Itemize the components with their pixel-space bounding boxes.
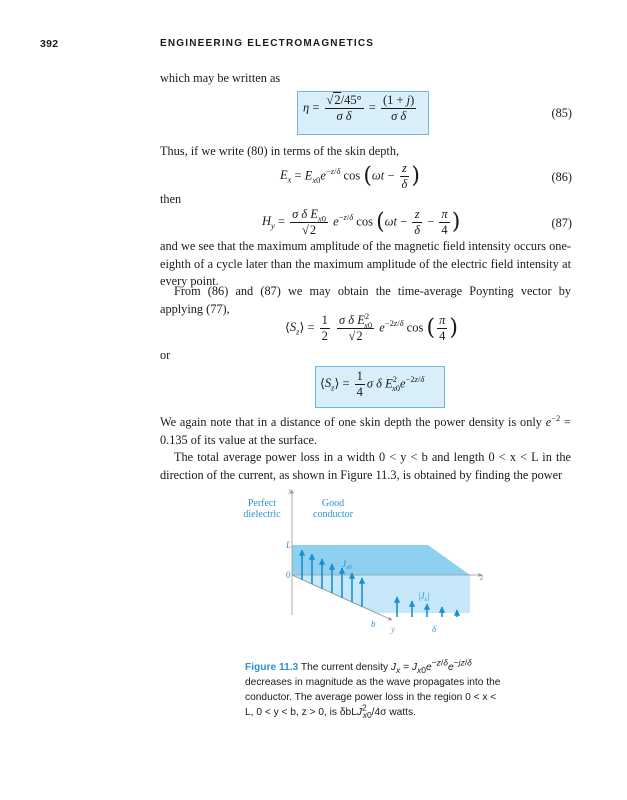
equation-poynting-1: $⟨S_z⟩$ = $\frac{1}{2}$ $\frac{\sigma \delta E^2_{x0}}{√2}$ $e^{-2z/\delta}$ cos ( $\frac{\pi}{4}$ )	[285, 310, 458, 343]
mark-L: L	[286, 540, 292, 550]
equation-87-number: (87)	[551, 216, 572, 230]
axis-label-y: y	[391, 624, 395, 634]
mark-delta: δ	[432, 624, 437, 634]
text-then: then	[160, 192, 182, 206]
conductor-side-face	[292, 575, 470, 613]
equation-87: $H_y$ = $\frac{\sigma \delta E_{x0}}{√2}$ $e^{-z/\delta}$ cos (ωt − $\frac{z}{\delta}$ − $\frac{\pi}{4}$ )	[262, 207, 461, 237]
text-intro: which may be written as	[160, 71, 281, 85]
text-paragraph-4: The total average power loss in a width 0 < y < b and length 0 < x < L in the direction of the current, as shown in Figure 11.3, is obtained by finding the power	[160, 450, 571, 482]
label-jx0: $J_{x0}$	[342, 559, 352, 571]
figure-caption: Figure 11.3 The current density $J_x = J_{x0}e^{-z/\delta}e^{-jz/\delta}$ decreases in magnitude as the wave propagates into the conductor. The average power loss in the region 0 < x < L, 0 < y < b, z > 0, is δbLJ$^2_{x0}$/4σ watts.	[245, 657, 501, 721]
figure-label: Figure 11.3	[245, 662, 299, 673]
label-jx: $|J_x|$	[418, 591, 430, 603]
equation-85-number: (85)	[551, 106, 572, 120]
equation-86-number: (86)	[551, 170, 572, 184]
label-perfect: Perfect	[247, 498, 277, 509]
label-conductor: conductor	[313, 509, 353, 520]
axis-label-x: x	[288, 486, 292, 496]
text-paragraph-3: We again note that in a distance of one skin depth the power density is only $e^{-2} = 0.135$ of its value at the surface.	[160, 412, 571, 447]
label-dielectric: dielectric	[243, 509, 281, 520]
axis-label-z: z	[480, 572, 484, 582]
conductor-top-face	[292, 545, 470, 575]
mark-origin: 0	[286, 570, 291, 580]
text-thus: Thus, if we write (80) in terms of the skin depth,	[160, 144, 400, 158]
text-paragraph-2: From (86) and (87) we may obtain the time-average Poynting vector by applying (77),	[160, 284, 571, 316]
equation-86: $E_x = E_{x0}e^{-z/\delta}$ cos (ωt − $\frac{z}{\delta}$ )	[280, 161, 420, 191]
running-title: ENGINEERING ELECTROMAGNETICS	[160, 38, 375, 49]
page-number: 392	[40, 38, 59, 50]
equation-85: η = $\frac{√2/45^\circ}{\text{σ δ}}$ = $\frac{(1 + j)}{\text{σ δ}}$	[303, 93, 415, 123]
label-good: Good	[321, 498, 345, 509]
text-or: or	[160, 348, 171, 362]
text-paragraph-1: and we see that the maximum amplitude of the magnetic field intensity occurs one-eighth of a cycle later than the maximum amplitude of the electric field intensity at every point.	[160, 239, 571, 288]
figure-11-3	[230, 480, 510, 655]
equation-poynting-2: $⟨S_z⟩$ = $\frac{1}{4}$ σ δ $E^2_{x0}e^{-2z/\delta}$	[320, 369, 425, 399]
mark-b: b	[371, 619, 376, 629]
